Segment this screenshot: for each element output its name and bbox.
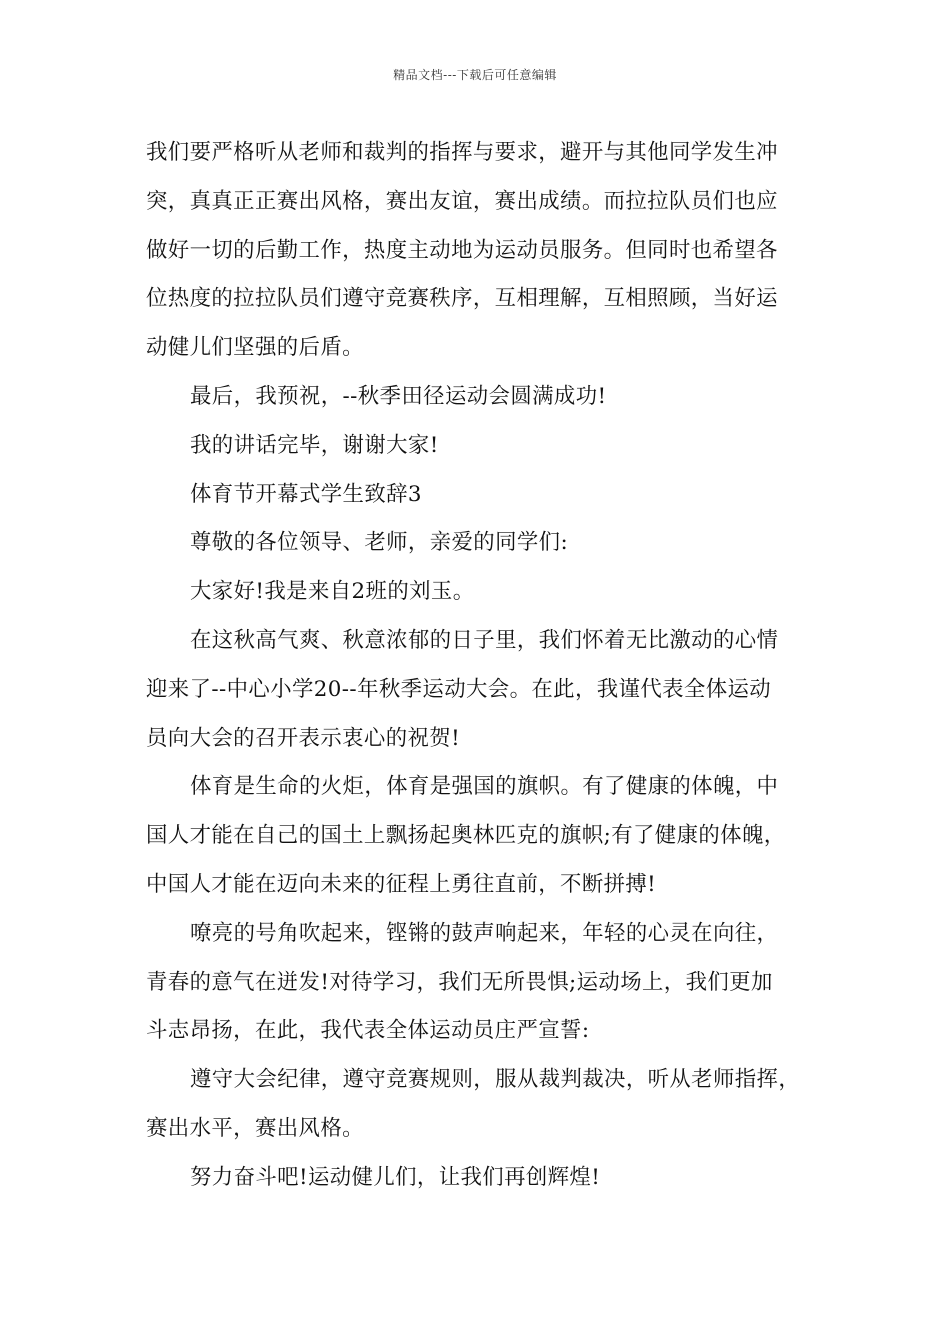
text-line: 遵守大会纪律，遵守竞赛规则，服从裁判裁决，听从老师指挥，: [190, 1067, 801, 1093]
text-line: 青春的意气在迸发!对待学习，我们无所畏惧;运动场上，我们更加: [146, 969, 773, 995]
text-line: 迎来了--中心小学20--年秋季运动大会。在此，我谨代表全体运动: [146, 676, 772, 702]
text-line: 努力奋斗吧!运动健儿们，让我们再创辉煌!: [190, 1164, 601, 1190]
text-line: 动健儿们坚强的后盾。: [146, 335, 364, 361]
text-line: 国人才能在自己的国土上飘扬起奥林匹克的旗帜;有了健康的体魄，: [146, 823, 786, 849]
text-line: 最后，我预祝，--秋季田径运动会圆满成功!: [190, 383, 607, 409]
text-line: 体育是生命的火炬，体育是强国的旗帜。有了健康的体魄，中: [190, 774, 779, 800]
section-title: 体育节开幕式学生致辞3: [190, 481, 422, 507]
text-line: 在这秋高气爽、秋意浓郁的日子里，我们怀着无比激动的心情: [190, 627, 779, 653]
document-body: [146, 129, 810, 1203]
text-line: 斗志昂扬，在此，我代表全体运动员庄严宣誓:: [146, 1018, 590, 1044]
text-line: 位热度的拉拉队员们遵守竞赛秩序，互相理解，互相照顾，当好运: [146, 286, 778, 312]
text-line: 我们要严格听从老师和裁判的指挥与要求，避开与其他同学发生冲: [146, 140, 778, 165]
text-line: 嘹亮的号角吹起来，铿锵的鼓声响起来，年轻的心灵在向往，: [190, 920, 779, 946]
salutation: 尊敬的各位领导、老师，亲爱的同学们:: [190, 530, 569, 556]
text-line: 我的讲话完毕，谢谢大家!: [190, 432, 439, 458]
text-line: 突，真真正正赛出风格，赛出友谊，赛出成绩。而拉拉队员们也应: [146, 188, 778, 214]
text-line: 赛出水平，赛出风格。: [146, 1115, 364, 1141]
text-line: 做好一切的后勤工作，热度主动地为运动员服务。但同时也希望各: [146, 237, 778, 263]
text-line: 中国人才能在迈向未来的征程上勇往直前，不断拼搏!: [146, 871, 657, 897]
text-line: 大家好!我是来自2班的刘玉。: [190, 579, 475, 605]
page-header: 精品文档---下载后可任意编辑: [393, 68, 557, 82]
text-line: 员向大会的召开表示衷心的祝贺!: [146, 725, 461, 751]
